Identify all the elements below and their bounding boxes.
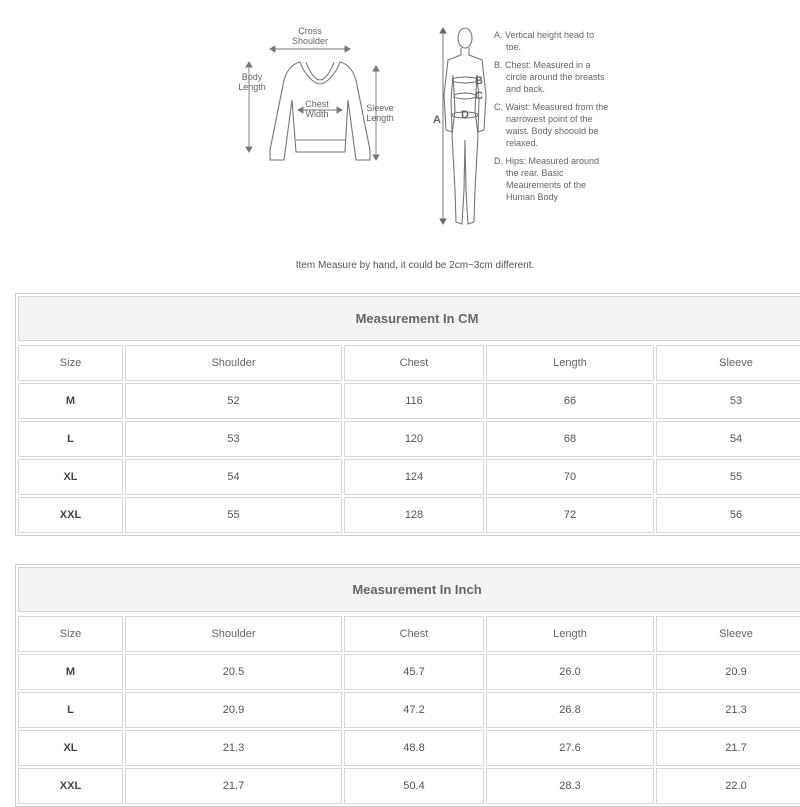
value-cell: 66 [486,383,654,419]
body-letter-b: B [475,75,483,87]
header-shoulder: Shoulder [125,345,342,381]
value-cell: 21.3 [656,692,800,728]
value-cell: 21.7 [125,768,342,804]
inch-table-grid [16,614,800,806]
cross-shoulder-label: Cross Shoulder [291,26,329,46]
size-cell: XXL [18,768,123,804]
value-cell: 47.2 [344,692,484,728]
header-sleeve: Sleeve [656,345,800,381]
value-cell: 124 [344,459,484,495]
value-cell: 120 [344,421,484,457]
table-row [18,459,800,495]
value-cell: 50.4 [344,768,484,804]
header-sleeve: Sleeve [656,616,800,652]
size-cell: XL [18,730,123,766]
measure-caption: Item Measure by hand, it could be 2cm~3cm different. [295,260,535,271]
note-a: A. Vertical height head to toe. [494,30,595,52]
note-b: B. Chest: Measured in a circle around the breasts and back. [494,60,605,94]
cm-size-table [15,293,800,536]
note-c: C. Waist: Measured from the narrowest point of the waist. Body shoould be relaxed. [494,102,609,148]
value-cell: 22.0 [656,768,800,804]
inch-size-table [15,564,800,807]
header-size: Size [18,345,123,381]
value-cell: 21.7 [656,730,800,766]
body-letter-d: D [461,109,469,121]
table-header-row [18,616,800,652]
size-cell: M [18,383,123,419]
header-length: Length [486,345,654,381]
value-cell: 48.8 [344,730,484,766]
value-cell: 21.3 [125,730,342,766]
value-cell: 54 [125,459,342,495]
measurement-notes [494,29,610,209]
value-cell: 68 [486,421,654,457]
value-cell: 116 [344,383,484,419]
value-cell: 53 [125,421,342,457]
value-cell: 20.9 [125,692,342,728]
value-cell: 72 [486,497,654,533]
table-row [18,730,800,766]
value-cell: 55 [656,459,800,495]
value-cell: 70 [486,459,654,495]
value-cell: 26.8 [486,692,654,728]
inch-table-title: Measurement In Inch [18,567,800,612]
table-row [18,497,800,533]
size-cell: M [18,654,123,690]
measurement-diagram [0,0,800,285]
size-cell: L [18,692,123,728]
human-body-icon [444,28,486,224]
cm-table-title: Measurement In CM [18,296,800,341]
value-cell: 26.0 [486,654,654,690]
body-letter-c: C [475,90,483,102]
value-cell: 20.5 [125,654,342,690]
header-length: Length [486,616,654,652]
body-length-label: Body Length [238,72,266,92]
table-row [18,654,800,690]
value-cell: 28.3 [486,768,654,804]
table-header-row [18,345,800,381]
table-row [18,421,800,457]
note-d: D. Hips: Measured around the rear. Basic Meaurements of the Human Body [494,156,600,202]
table-row [18,692,800,728]
value-cell: 55 [125,497,342,533]
body-letter-a: A [433,114,441,126]
value-cell: 52 [125,383,342,419]
value-cell: 56 [656,497,800,533]
header-shoulder: Shoulder [125,616,342,652]
header-chest: Chest [344,345,484,381]
cm-table-grid [16,343,800,535]
table-row [18,768,800,804]
value-cell: 27.6 [486,730,654,766]
value-cell: 54 [656,421,800,457]
value-cell: 20.9 [656,654,800,690]
size-cell: XL [18,459,123,495]
chest-width-label: Chest Width [305,99,329,119]
value-cell: 45.7 [344,654,484,690]
size-cell: XXL [18,497,123,533]
value-cell: 128 [344,497,484,533]
header-size: Size [18,616,123,652]
size-cell: L [18,421,123,457]
header-chest: Chest [344,616,484,652]
sleeve-length-label: Sleeve Length [366,103,394,123]
diagram-drawings [0,0,800,285]
table-row [18,383,800,419]
value-cell: 53 [656,383,800,419]
